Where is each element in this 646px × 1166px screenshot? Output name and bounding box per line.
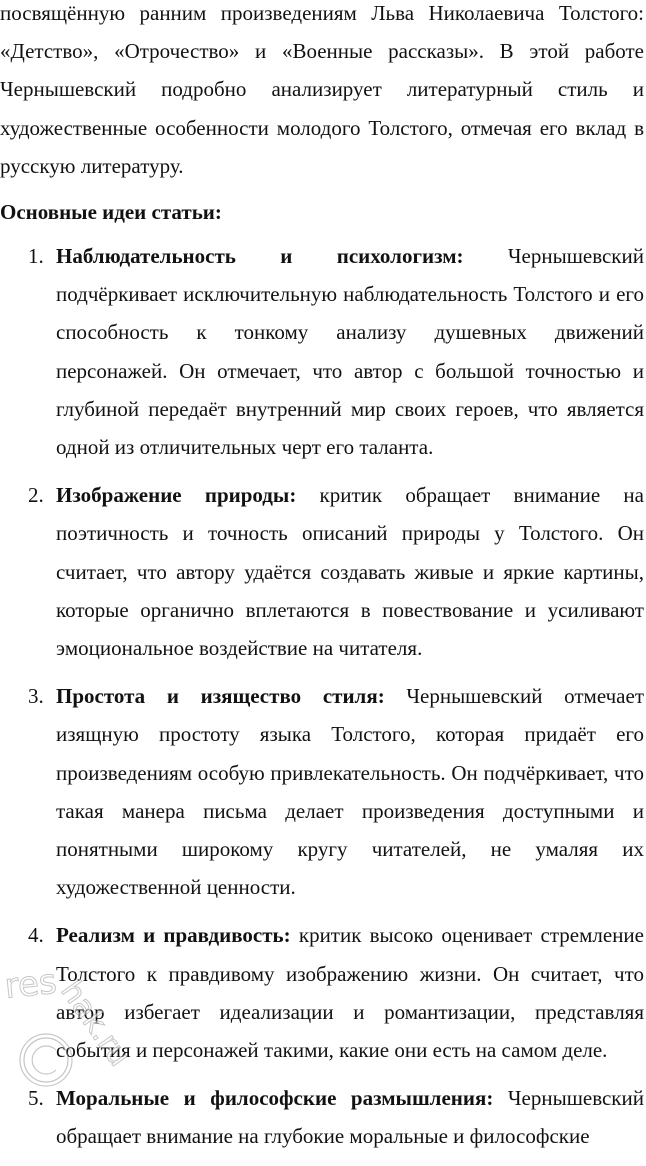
list-item: [0, 677, 644, 906]
section-heading: Основные идеи статьи:: [0, 200, 222, 225]
list-item: [0, 916, 644, 1069]
list-item-text: Чернышевский отмечает изящную простоту языка Толстого, которая придаёт его произведениям особую привлекательность. Он подчёркивает, что такая манера письма делает произведения доступными и понятными широкому кругу читателей, не умаляя их художественной ценности.: [56, 684, 644, 900]
list-item-title: Простота и изящество стиля:: [56, 684, 385, 709]
svg-text:hak.ru: hak.ru: [53, 974, 137, 1073]
list-item-title: Наблюдательность и психологизм:: [56, 244, 464, 269]
list-item-number: 3.: [28, 684, 44, 709]
list-item-number: 2.: [28, 483, 44, 508]
list-item: [0, 476, 644, 667]
list-item-title: Реализм и правдивость:: [56, 923, 291, 948]
list-item: [0, 237, 644, 466]
list-item-title: Моральные и философские размышления:: [56, 1086, 494, 1111]
list-item: [0, 1079, 644, 1155]
list-item-number: 1.: [28, 244, 44, 269]
list-item-number: 5.: [28, 1086, 44, 1111]
list-item-text: критик высоко оценивает стремление Толстого к правдивому изображению жизни. Он считает, что автор избегает идеализации и романтизации, представляя события и персонажей такими, какие они есть на самом деле.: [56, 923, 644, 1063]
list-item-text: Чернышевский обращает внимание на глубокие моральные и философские: [56, 1086, 644, 1149]
list-item-text: Чернышевский подчёркивает исключительную наблюдательность Толстого и его способность к тонкому анализу душевных движений персонажей. Он отмечает, что автор с большой точностью и глубиной передаёт внутренний мир своих героев, что является одной из отличительных черт его таланта.: [56, 244, 644, 460]
svg-text:res: res: [2, 961, 59, 1007]
ideas-list: [0, 237, 644, 1156]
list-item-number: 4.: [28, 923, 44, 948]
intro-paragraph: посвящённую ранним произведениям Льва Николаевича Толстого: «Детство», «Отрочество» и «Военные рассказы». В этой работе Чернышевский подробно анализирует литературный стиль и художественные особенности молодого Толстого, отмечая его вклад в русскую литературу.: [0, 1, 644, 178]
list-item-title: Изображение природы:: [56, 483, 297, 508]
list-item-text: критик обращает внимание на поэтичность и точность описаний природы у Толстого. Он считает, что автору удаётся создавать живые и яркие картины, которые органично вплетаются в повествование и усиливают эмоциональное воздействие на читателя.: [56, 483, 644, 661]
